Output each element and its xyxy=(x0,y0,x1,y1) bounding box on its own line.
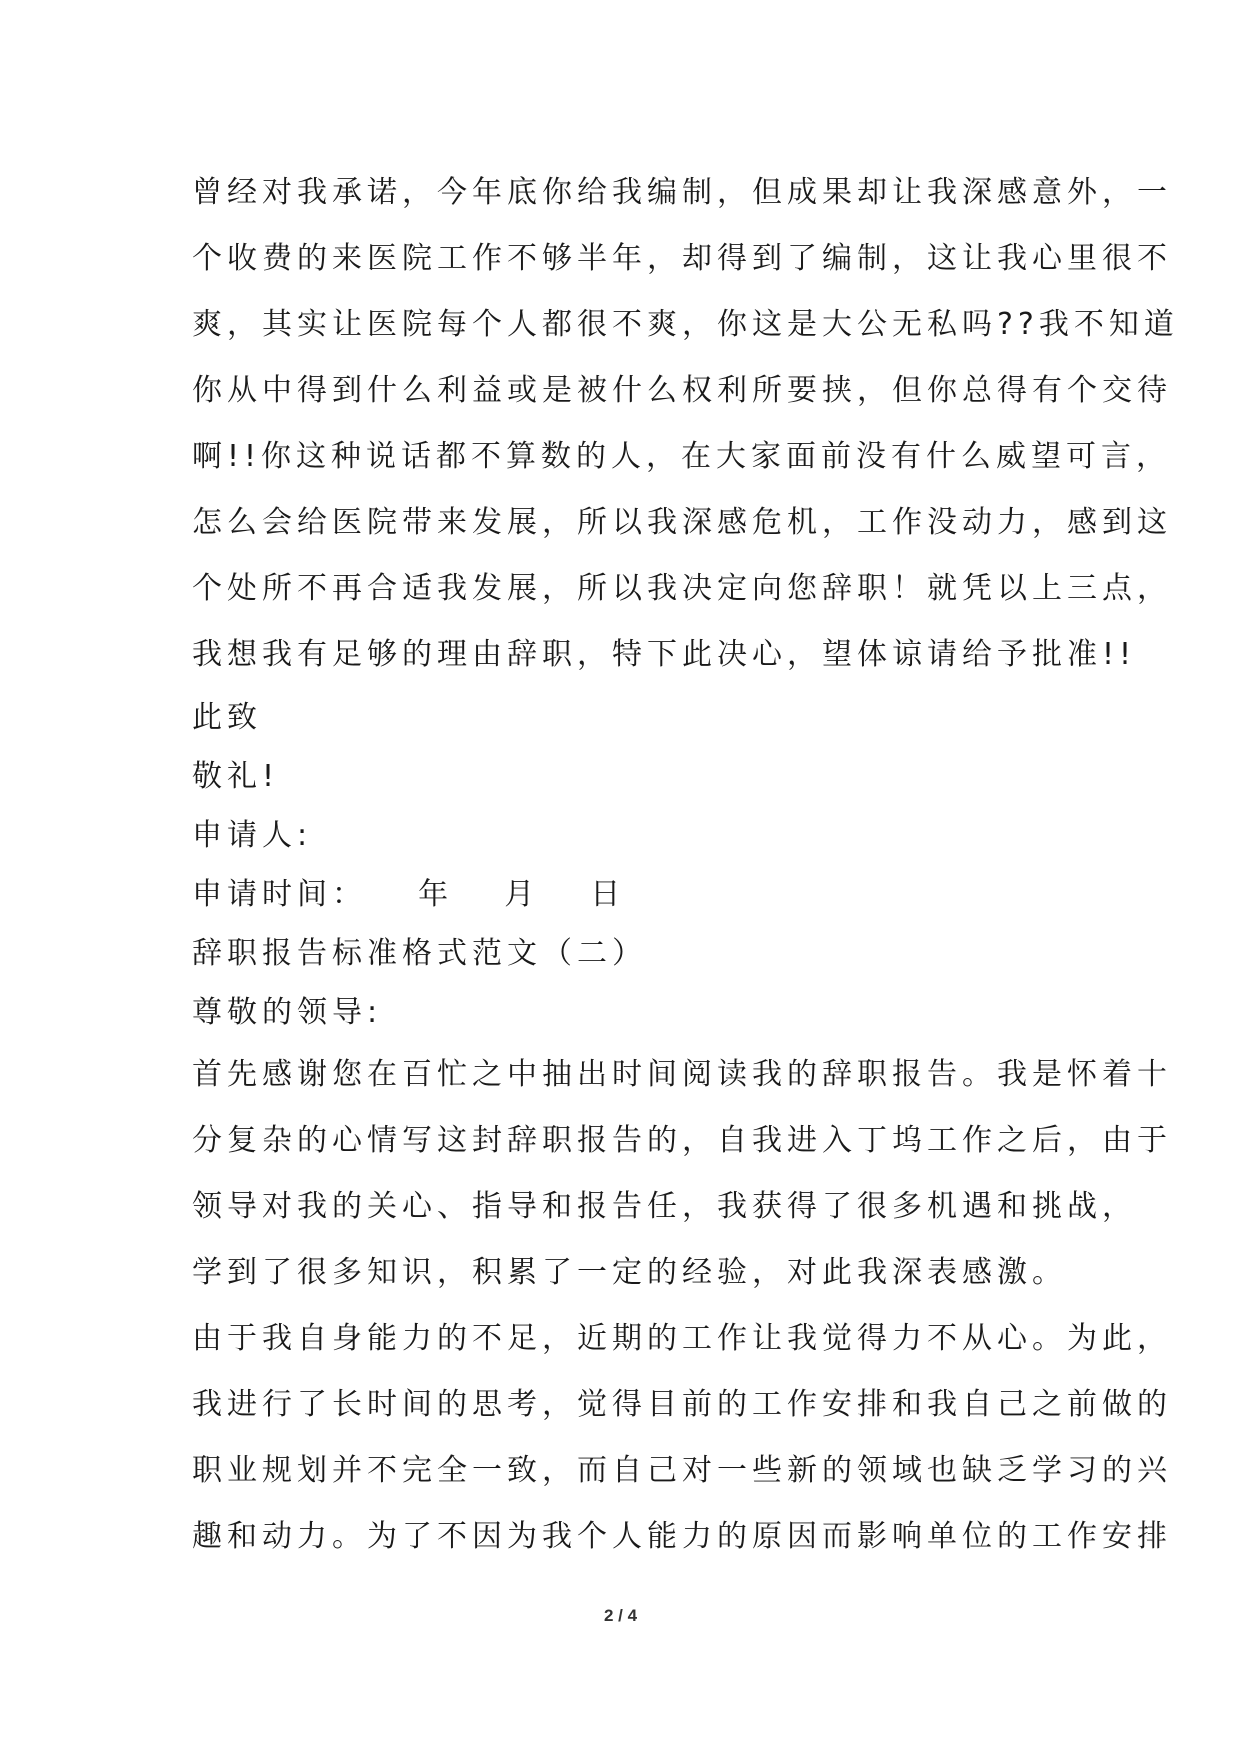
closing-line-1: 此致 xyxy=(192,700,262,735)
application-date xyxy=(192,865,1072,924)
text-line: 怎么会给医院带来发展，所以我深感危机，工作没动力，感到这 xyxy=(192,505,1172,540)
document-body xyxy=(192,160,1179,1570)
text-line: 学到了很多知识，积累了一定的经验，对此我深表感激。 xyxy=(192,1255,1067,1290)
date-label: 申请时间： xyxy=(192,877,367,912)
date-year: 年 xyxy=(418,877,454,912)
paragraph-2 xyxy=(192,1042,1172,1306)
date-day: 日 xyxy=(590,877,626,912)
text-line: 趣和动力。为了不因为我个人能力的原因而影响单位的工作安排 xyxy=(192,1519,1172,1554)
text-line: 由于我自身能力的不足，近期的工作让我觉得力不从心。为此， xyxy=(192,1321,1172,1356)
salutation: 尊敬的领导: xyxy=(192,995,383,1030)
text-line: 爽，其实让医院每个人都很不爽，你这是大公无私吗??我不知道 xyxy=(192,307,1179,342)
text-line: 领导对我的关心、指导和报告任，我获得了很多机遇和挑战， xyxy=(192,1189,1137,1224)
page-number: 2 / 4 xyxy=(603,1606,638,1625)
text-line: 你从中得到什么利益或是被什么权利所要挟，但你总得有个交待 xyxy=(192,373,1172,408)
text-line: 分复杂的心情写这封辞职报告的，自我进入丁坞工作之后，由于 xyxy=(192,1123,1172,1158)
text-line: 我想我有足够的理由辞职，特下此决心，望体谅请给予批准!! xyxy=(192,637,1137,672)
text-line: 个收费的来医院工作不够半年，却得到了编制，这让我心里很不 xyxy=(192,241,1172,276)
text-line: 职业规划并不完全一致，而自己对一些新的领域也缺乏学习的兴 xyxy=(192,1453,1172,1488)
text-line: 首先感谢您在百忙之中抽出时间阅读我的辞职报告。我是怀着十 xyxy=(192,1057,1172,1092)
paragraph-1 xyxy=(192,160,1179,688)
section-title: 辞职报告标准格式范文（二） xyxy=(192,936,647,971)
text-line: 啊!!你这种说话都不算数的人，在大家面前没有什么威望可言， xyxy=(192,439,1172,474)
text-line: 我进行了长时间的思考，觉得目前的工作安排和我自己之前做的 xyxy=(192,1387,1172,1422)
closing-line-2: 敬礼! xyxy=(192,759,280,794)
text-line: 曾经对我承诺，今年底你给我编制，但成果却让我深感意外，一 xyxy=(192,175,1172,210)
applicant-label: 申请人: xyxy=(192,818,313,853)
paragraph-3 xyxy=(192,1306,1172,1570)
date-month: 月 xyxy=(504,877,540,912)
text-line: 个处所不再合适我发展，所以我决定向您辞职！就凭以上三点， xyxy=(192,571,1172,606)
